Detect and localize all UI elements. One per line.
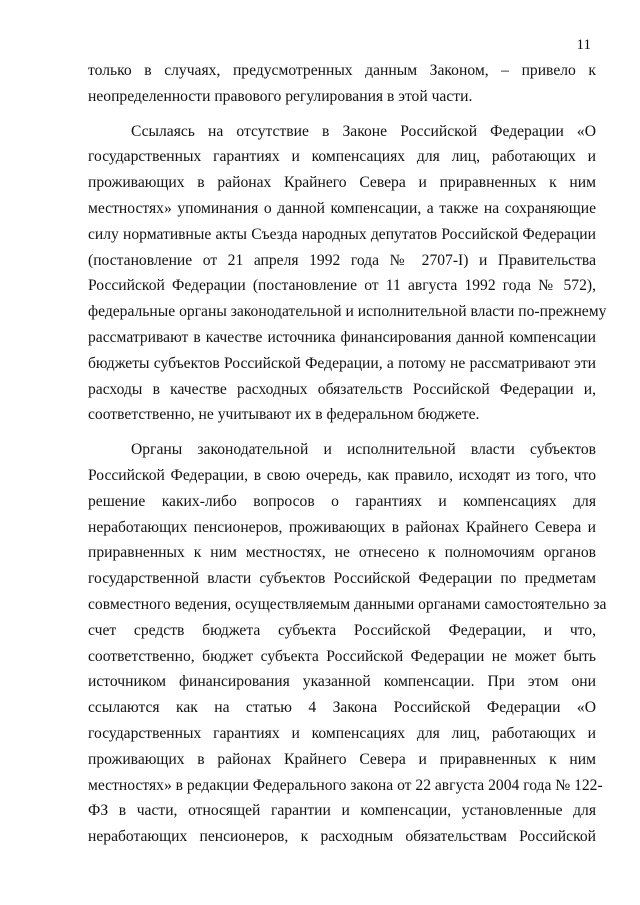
text-line: ФЗ в части, относящей гарантии и компенсации, установленные для	[88, 802, 596, 820]
page-number: 11	[576, 37, 591, 53]
body-text	[88, 58, 607, 850]
text-line: совместного ведения, осуществляемым данными органами самостоятельно за	[88, 595, 607, 613]
text-line: неопределенности правового регулирования в этой части.	[88, 87, 473, 105]
text-line: бюджеты субъектов Российской Федерации, а потому не рассматривают эти	[88, 354, 596, 372]
paragraph-1	[88, 58, 596, 110]
text-line: неработающих пенсионеров, к расходным обязательствам Российской	[88, 828, 596, 846]
text-line: счет средств бюджета субъекта Российской Федерации, и что,	[88, 621, 596, 639]
text-line: проживающих в районах Крайнего Севера и приравненных к ним	[88, 750, 596, 768]
text-line: неработающих пенсионеров, проживающих в районах Крайнего Севера и	[88, 518, 596, 536]
text-line: силу нормативные акты Съезда народных депутатов Российской Федерации	[88, 225, 596, 243]
text-line: приравненных к ним местностях, не отнесено к полномочиям органов	[88, 544, 596, 562]
text-line: местностях» в редакции Федерального закона от 22 августа 2004 года № 122-	[88, 776, 603, 794]
text-line: ссылаются как на статью 4 Закона Российской Федерации «О	[88, 699, 596, 717]
text-line: соответственно, бюджет субъекта Российской Федерации не может быть	[88, 647, 596, 665]
text-line: федеральные органы законодательной и исполнительной власти по-прежнему	[88, 303, 607, 321]
text-line: Российской Федерации, в свою очередь, как правило, исходят из того, что	[88, 466, 596, 484]
text-line: (постановление от 21 апреля 1992 года № 2707-I) и Правительства	[88, 251, 596, 269]
paragraph-2	[88, 119, 607, 429]
text-line: источником финансирования указанной компенсации. При этом они	[88, 673, 596, 691]
text-line: Органы законодательной и исполнительной власти субъектов	[131, 441, 596, 459]
text-line: местностях» упоминания о данной компенсации, а также на сохраняющие	[88, 199, 596, 217]
text-line: расходы в качестве расходных обязательств Российской Федерации и,	[88, 380, 596, 398]
text-line: только в случаях, предусмотренных данным Законом, – привело к	[88, 62, 596, 79]
text-line: государственной власти субъектов Российской Федерации по предметам	[88, 570, 596, 588]
text-line: проживающих в районах Крайнего Севера и приравненных к ним	[88, 174, 596, 192]
text-line: государственных гарантиях и компенсациях для лиц, работающих и	[88, 724, 596, 742]
text-line: Российской Федерации (постановление от 11 августа 1992 года № 572),	[88, 277, 596, 295]
paragraph-3	[88, 437, 607, 850]
text-line: Ссылаясь на отсутствие в Законе Российской Федерации «О	[131, 122, 596, 140]
text-line: государственных гарантиях и компенсациях для лиц, работающих и	[88, 148, 596, 166]
text-line: решение каких-либо вопросов о гарантиях и компенсациях для	[88, 492, 596, 510]
text-line: рассматривают в качестве источника финансирования данной компенсации	[88, 328, 596, 346]
text-line: соответственно, не учитывают их в федеральном бюджете.	[88, 406, 480, 424]
